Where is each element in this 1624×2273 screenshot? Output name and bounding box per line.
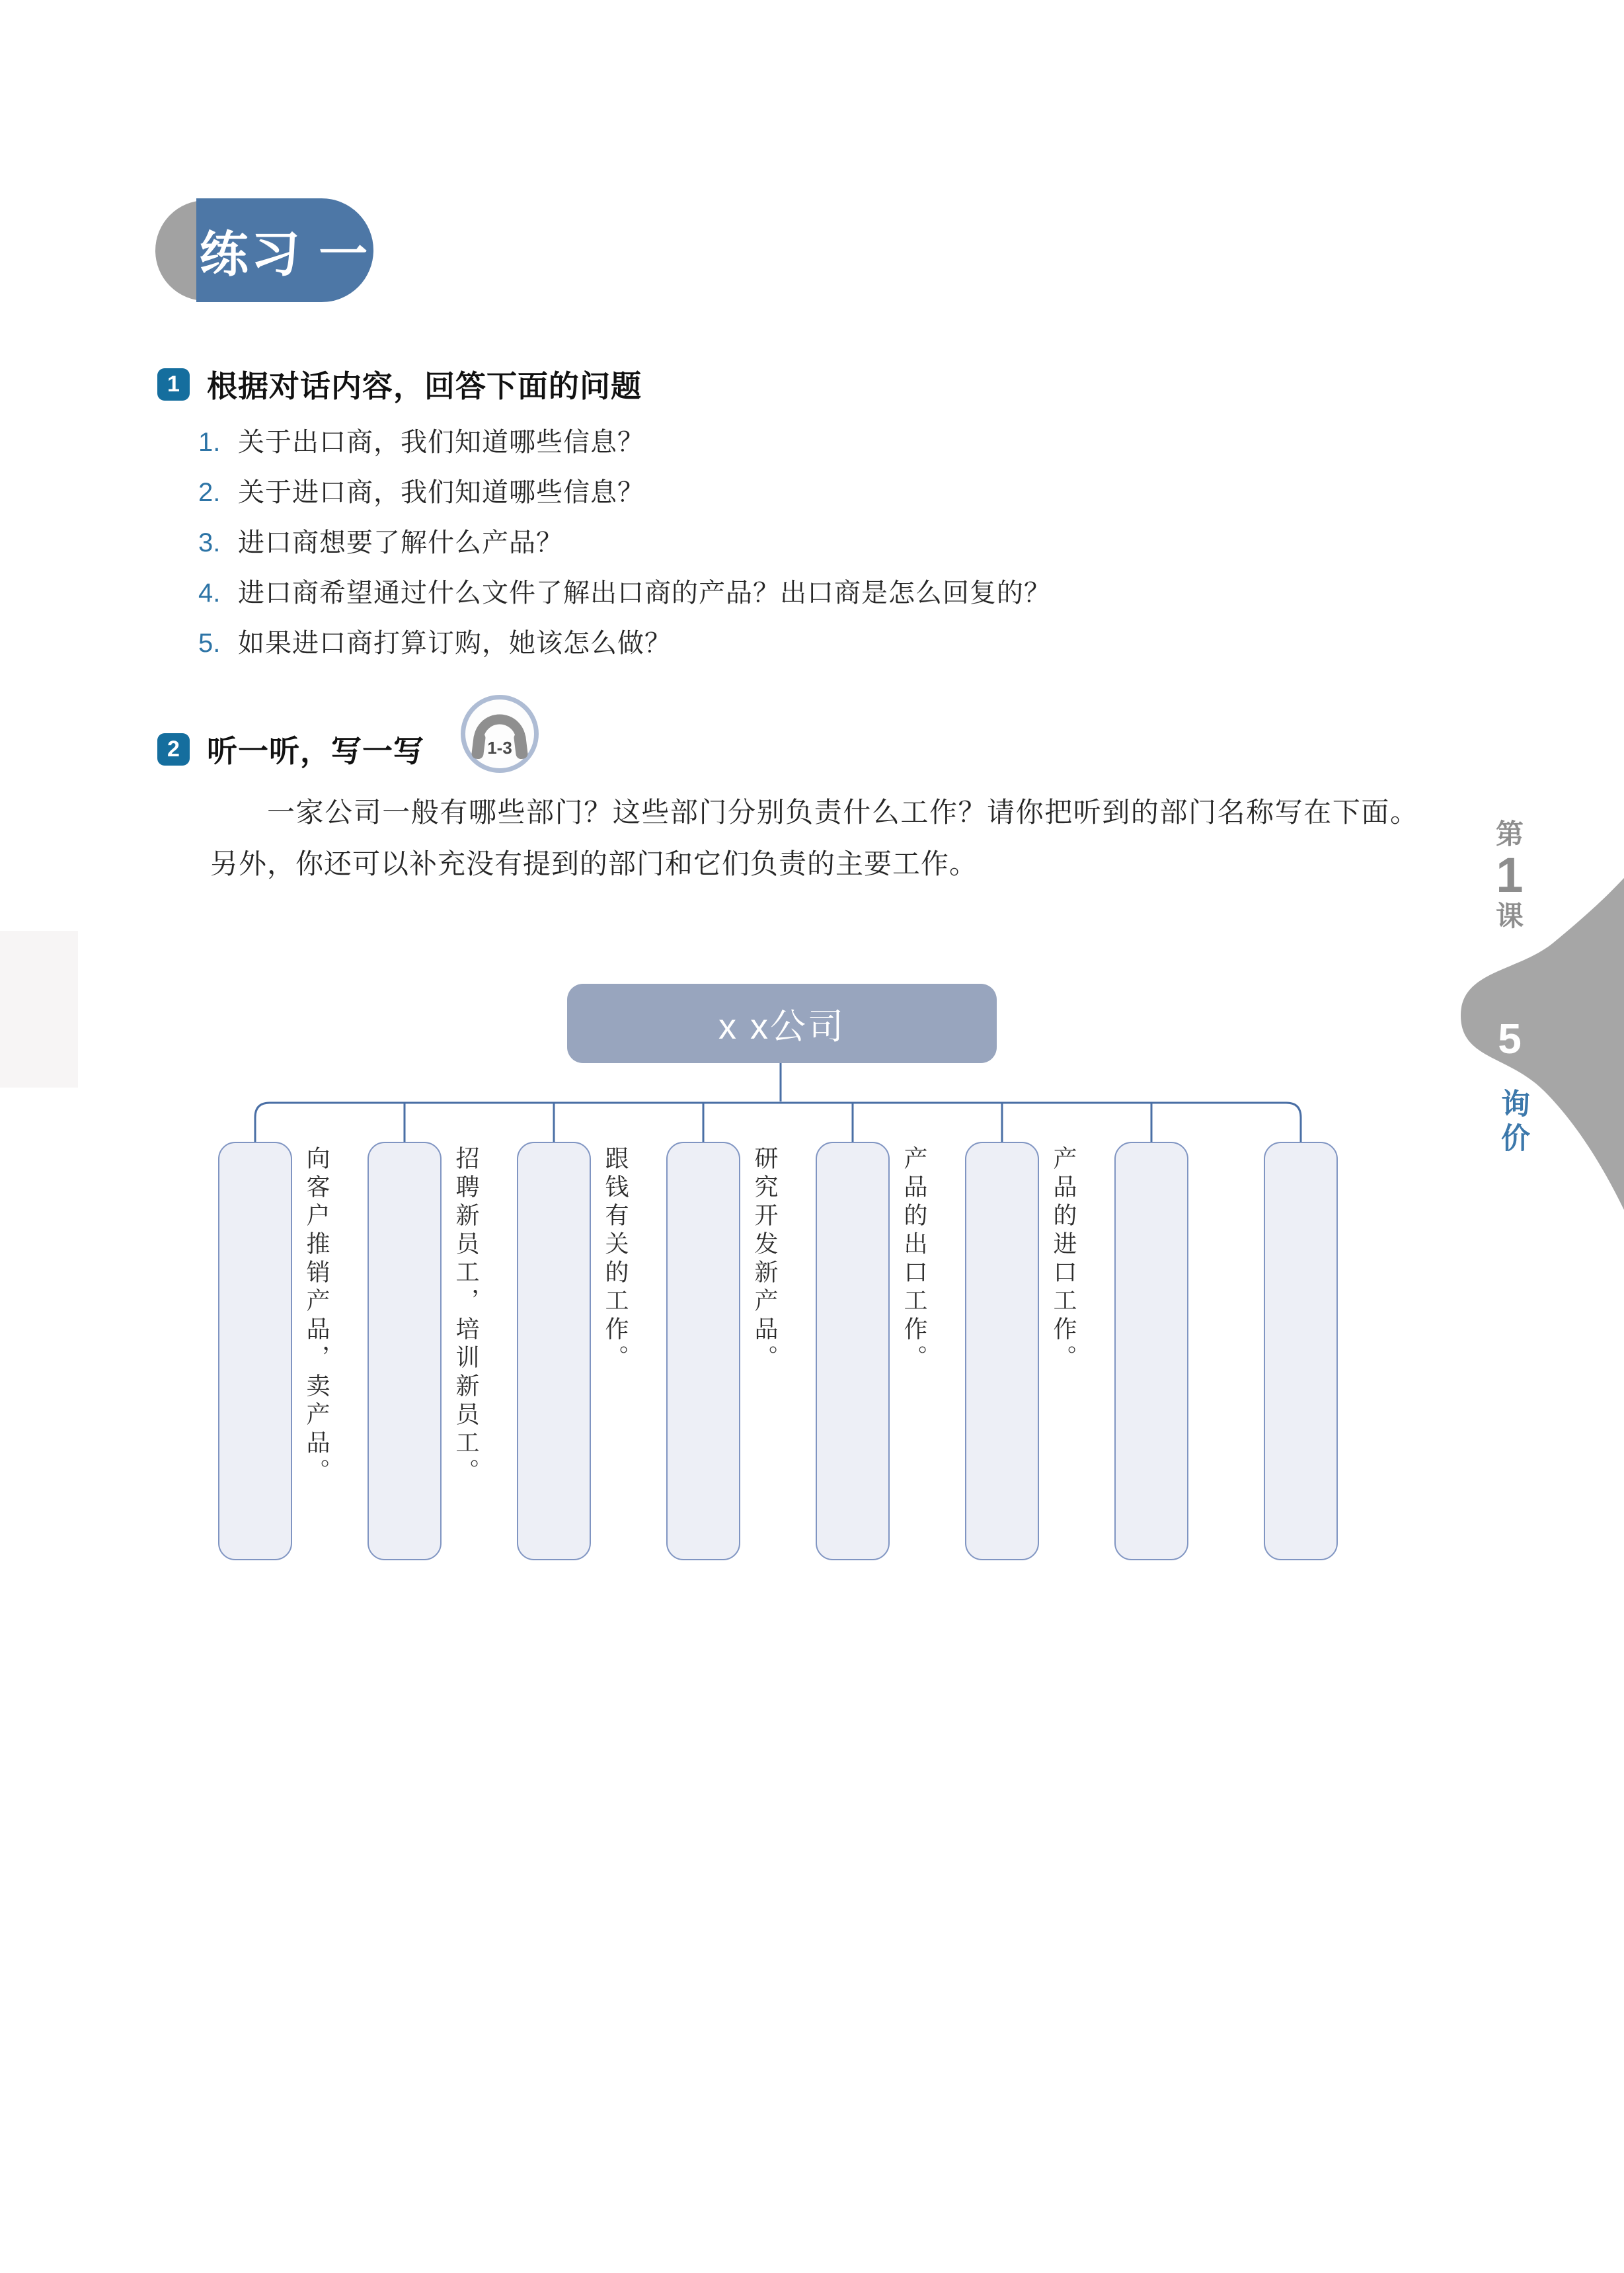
org-chart-department bbox=[1114, 1142, 1264, 1565]
department-label: 产品的出口工作。 bbox=[901, 1146, 928, 1373]
question-number: 3. bbox=[198, 528, 221, 557]
org-chart-root-box bbox=[567, 984, 997, 1063]
department-fill-in-box bbox=[517, 1142, 591, 1560]
section-2-header bbox=[157, 727, 424, 771]
org-chart-department bbox=[1264, 1142, 1413, 1565]
section-1-title: 根据对话内容，回答下面的问题 bbox=[207, 369, 642, 403]
section-1-number-badge: 1 bbox=[157, 368, 190, 401]
department-label: 招聘新员工，培训新员工。 bbox=[453, 1146, 480, 1487]
org-chart-department bbox=[965, 1142, 1114, 1565]
lesson-prefix: 第 bbox=[1495, 818, 1524, 850]
question-list bbox=[198, 426, 1051, 678]
department-label: 产品的进口工作。 bbox=[1050, 1146, 1077, 1373]
department-label: 向客户推销产品，卖产品。 bbox=[303, 1146, 330, 1487]
exercise-badge-pill bbox=[196, 198, 373, 302]
exercise-badge bbox=[155, 198, 373, 302]
section-1-header bbox=[157, 362, 642, 406]
org-chart-department bbox=[218, 1142, 367, 1565]
section-2-title: 听一听，写一写 bbox=[207, 734, 424, 768]
headphones-glyph bbox=[465, 699, 534, 768]
department-fill-in-box bbox=[1114, 1142, 1188, 1560]
left-margin-block bbox=[0, 931, 78, 1088]
question-text: 进口商希望通过什么文件了解出口商的产品？出口商是怎么回复的？ bbox=[238, 578, 1051, 608]
org-chart-department bbox=[816, 1142, 965, 1565]
lesson-title: 询价 bbox=[1496, 1088, 1529, 1157]
department-fill-in-box bbox=[218, 1142, 292, 1560]
audio-track-label: 1-3 bbox=[487, 738, 512, 758]
instructions-paragraph: 一家公司一般有哪些部门？这些部门分别负责什么工作？请你把听到的部门名称写在下面。另外，你还可以补充没有提到的部门和它们负责的主要工作。 bbox=[210, 797, 1418, 879]
lesson-suffix: 课 bbox=[1495, 900, 1524, 932]
department-label: 研究开发新产品。 bbox=[752, 1146, 779, 1373]
question-item bbox=[198, 426, 1051, 458]
question-text: 如果进口商打算订购，她该怎么做？ bbox=[238, 629, 672, 658]
org-chart-department bbox=[517, 1142, 666, 1565]
exercise-badge-label: 练习 一 bbox=[199, 226, 371, 282]
department-label: 跟钱有关的工作。 bbox=[602, 1146, 629, 1373]
question-number: 4. bbox=[198, 578, 221, 608]
question-number: 1. bbox=[198, 428, 221, 457]
department-fill-in-box bbox=[1264, 1142, 1338, 1560]
question-text: 进口商想要了解什么产品？ bbox=[238, 528, 563, 557]
question-item bbox=[198, 527, 1051, 559]
question-text: 关于出口商，我们知道哪些信息？ bbox=[238, 428, 644, 457]
org-chart-department bbox=[367, 1142, 517, 1565]
org-chart-root-label: x x公司 bbox=[718, 1006, 845, 1047]
question-item bbox=[198, 577, 1051, 609]
section-2-number-badge: 2 bbox=[157, 733, 190, 766]
department-fill-in-box bbox=[367, 1142, 442, 1560]
org-chart bbox=[218, 1142, 1342, 1565]
lesson-number: 1 bbox=[1496, 848, 1524, 902]
question-text: 关于进口商，我们知道哪些信息？ bbox=[238, 478, 644, 507]
question-item bbox=[198, 627, 1051, 659]
question-item bbox=[198, 477, 1051, 508]
headphones-icon bbox=[461, 695, 539, 773]
department-fill-in-box bbox=[965, 1142, 1039, 1560]
question-number: 2. bbox=[198, 478, 221, 507]
department-fill-in-box bbox=[816, 1142, 890, 1560]
org-chart-department bbox=[666, 1142, 816, 1565]
department-fill-in-box bbox=[666, 1142, 740, 1560]
question-number: 5. bbox=[198, 629, 221, 658]
page-number: 5 bbox=[1498, 1015, 1522, 1062]
